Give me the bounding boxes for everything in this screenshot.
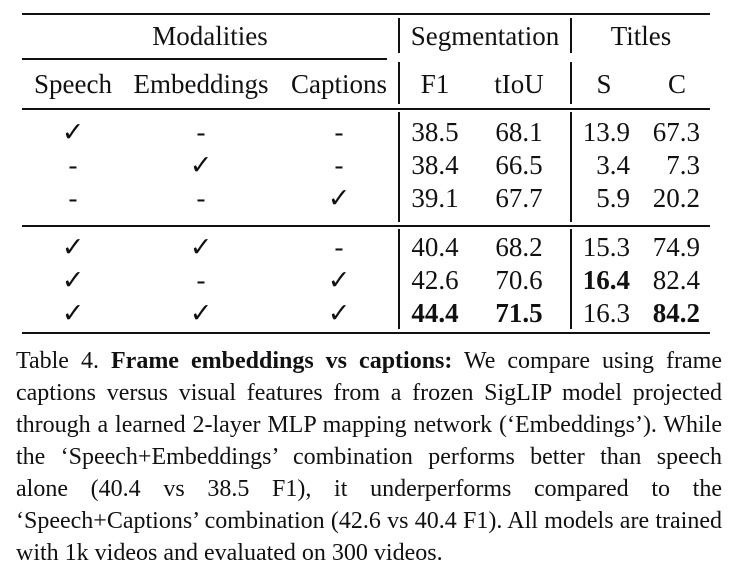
column-header-embeddings: Embeddings	[133, 69, 269, 99]
cell-f1: 40.4	[411, 232, 459, 262]
table-caption	[16, 345, 722, 569]
column-divider	[570, 229, 572, 329]
cell-speech: -	[68, 150, 78, 180]
cell-speech: ✓	[61, 232, 85, 262]
group-separator-rule	[22, 225, 710, 227]
cell-embeddings: -	[196, 183, 206, 213]
cell-c: 74.9	[652, 232, 700, 262]
cell-c: 82.4	[652, 265, 700, 295]
column-divider	[398, 229, 400, 329]
cell-speech: ✓	[61, 117, 85, 147]
cell-tiou: 67.7	[495, 183, 543, 213]
cell-f1: 42.6	[411, 265, 459, 295]
cell-tiou-best: 71.5	[495, 298, 543, 328]
cell-s-best: 16.4	[582, 265, 630, 295]
cell-s: 13.9	[582, 117, 630, 147]
cell-s: 16.3	[582, 298, 630, 328]
cell-f1-best: 44.4	[411, 298, 459, 328]
column-header-speech: Speech	[34, 69, 112, 99]
modalities-underline	[22, 58, 387, 60]
cell-speech: ✓	[61, 298, 85, 328]
cell-c: 20.2	[652, 183, 700, 213]
group-header-modalities: Modalities	[152, 21, 268, 51]
column-divider	[570, 18, 572, 53]
table-bottom-rule	[22, 332, 710, 334]
cell-embeddings: ✓	[189, 150, 213, 180]
cell-s: 15.3	[582, 232, 630, 262]
group-header-segmentation: Segmentation	[410, 21, 560, 51]
column-header-captions: Captions	[290, 69, 388, 99]
cell-c: 7.3	[666, 150, 700, 180]
cell-tiou: 68.2	[495, 232, 543, 262]
caption-label: Table 4.	[16, 348, 99, 374]
cell-s: 5.9	[596, 183, 630, 213]
cell-embeddings: -	[196, 117, 206, 147]
cell-f1: 38.5	[411, 117, 459, 147]
cell-captions: -	[334, 232, 344, 262]
column-header-tiou: tIoU	[494, 69, 544, 99]
cell-embeddings: -	[196, 265, 206, 295]
cell-embeddings: ✓	[189, 298, 213, 328]
column-header-c: C	[667, 69, 687, 99]
cell-c-best: 84.2	[652, 298, 700, 328]
cell-captions: ✓	[327, 183, 351, 213]
column-divider	[398, 62, 400, 104]
cell-captions: -	[334, 117, 344, 147]
cell-c: 67.3	[652, 117, 700, 147]
column-divider	[570, 62, 572, 104]
cell-s: 3.4	[596, 150, 630, 180]
cell-tiou: 66.5	[495, 150, 543, 180]
cell-tiou: 70.6	[495, 265, 543, 295]
cell-captions: -	[334, 150, 344, 180]
table-top-rule	[22, 13, 710, 15]
column-header-s: S	[596, 69, 612, 99]
cell-captions: ✓	[327, 265, 351, 295]
column-divider	[398, 112, 400, 222]
column-header-f1: F1	[420, 69, 450, 99]
cell-f1: 39.1	[411, 183, 459, 213]
cell-speech: -	[68, 183, 78, 213]
cell-captions: ✓	[327, 298, 351, 328]
cell-speech: ✓	[61, 265, 85, 295]
caption-text: We compare using frame captions versus visual features from a frozen SigLIP model projected through a learned 2-layer MLP mapping network (‘Embeddings’). While the ‘Speech+Embeddings’ combination performs better than speech alone (40.4 vs 38.5 F1), it underperforms compared to the ‘Speech+Captions’ combination (42.6 vs 40.4 F1). All models are trained with 1k videos and evaluated on 300 videos.	[16, 348, 722, 566]
cell-embeddings: ✓	[189, 232, 213, 262]
cell-tiou: 68.1	[495, 117, 543, 147]
column-divider	[398, 18, 400, 53]
cell-f1: 38.4	[411, 150, 459, 180]
caption-title: Frame embeddings vs captions:	[111, 348, 453, 374]
group-header-titles: Titles	[610, 21, 672, 51]
header-bottom-rule	[22, 108, 710, 110]
column-divider	[570, 112, 572, 222]
